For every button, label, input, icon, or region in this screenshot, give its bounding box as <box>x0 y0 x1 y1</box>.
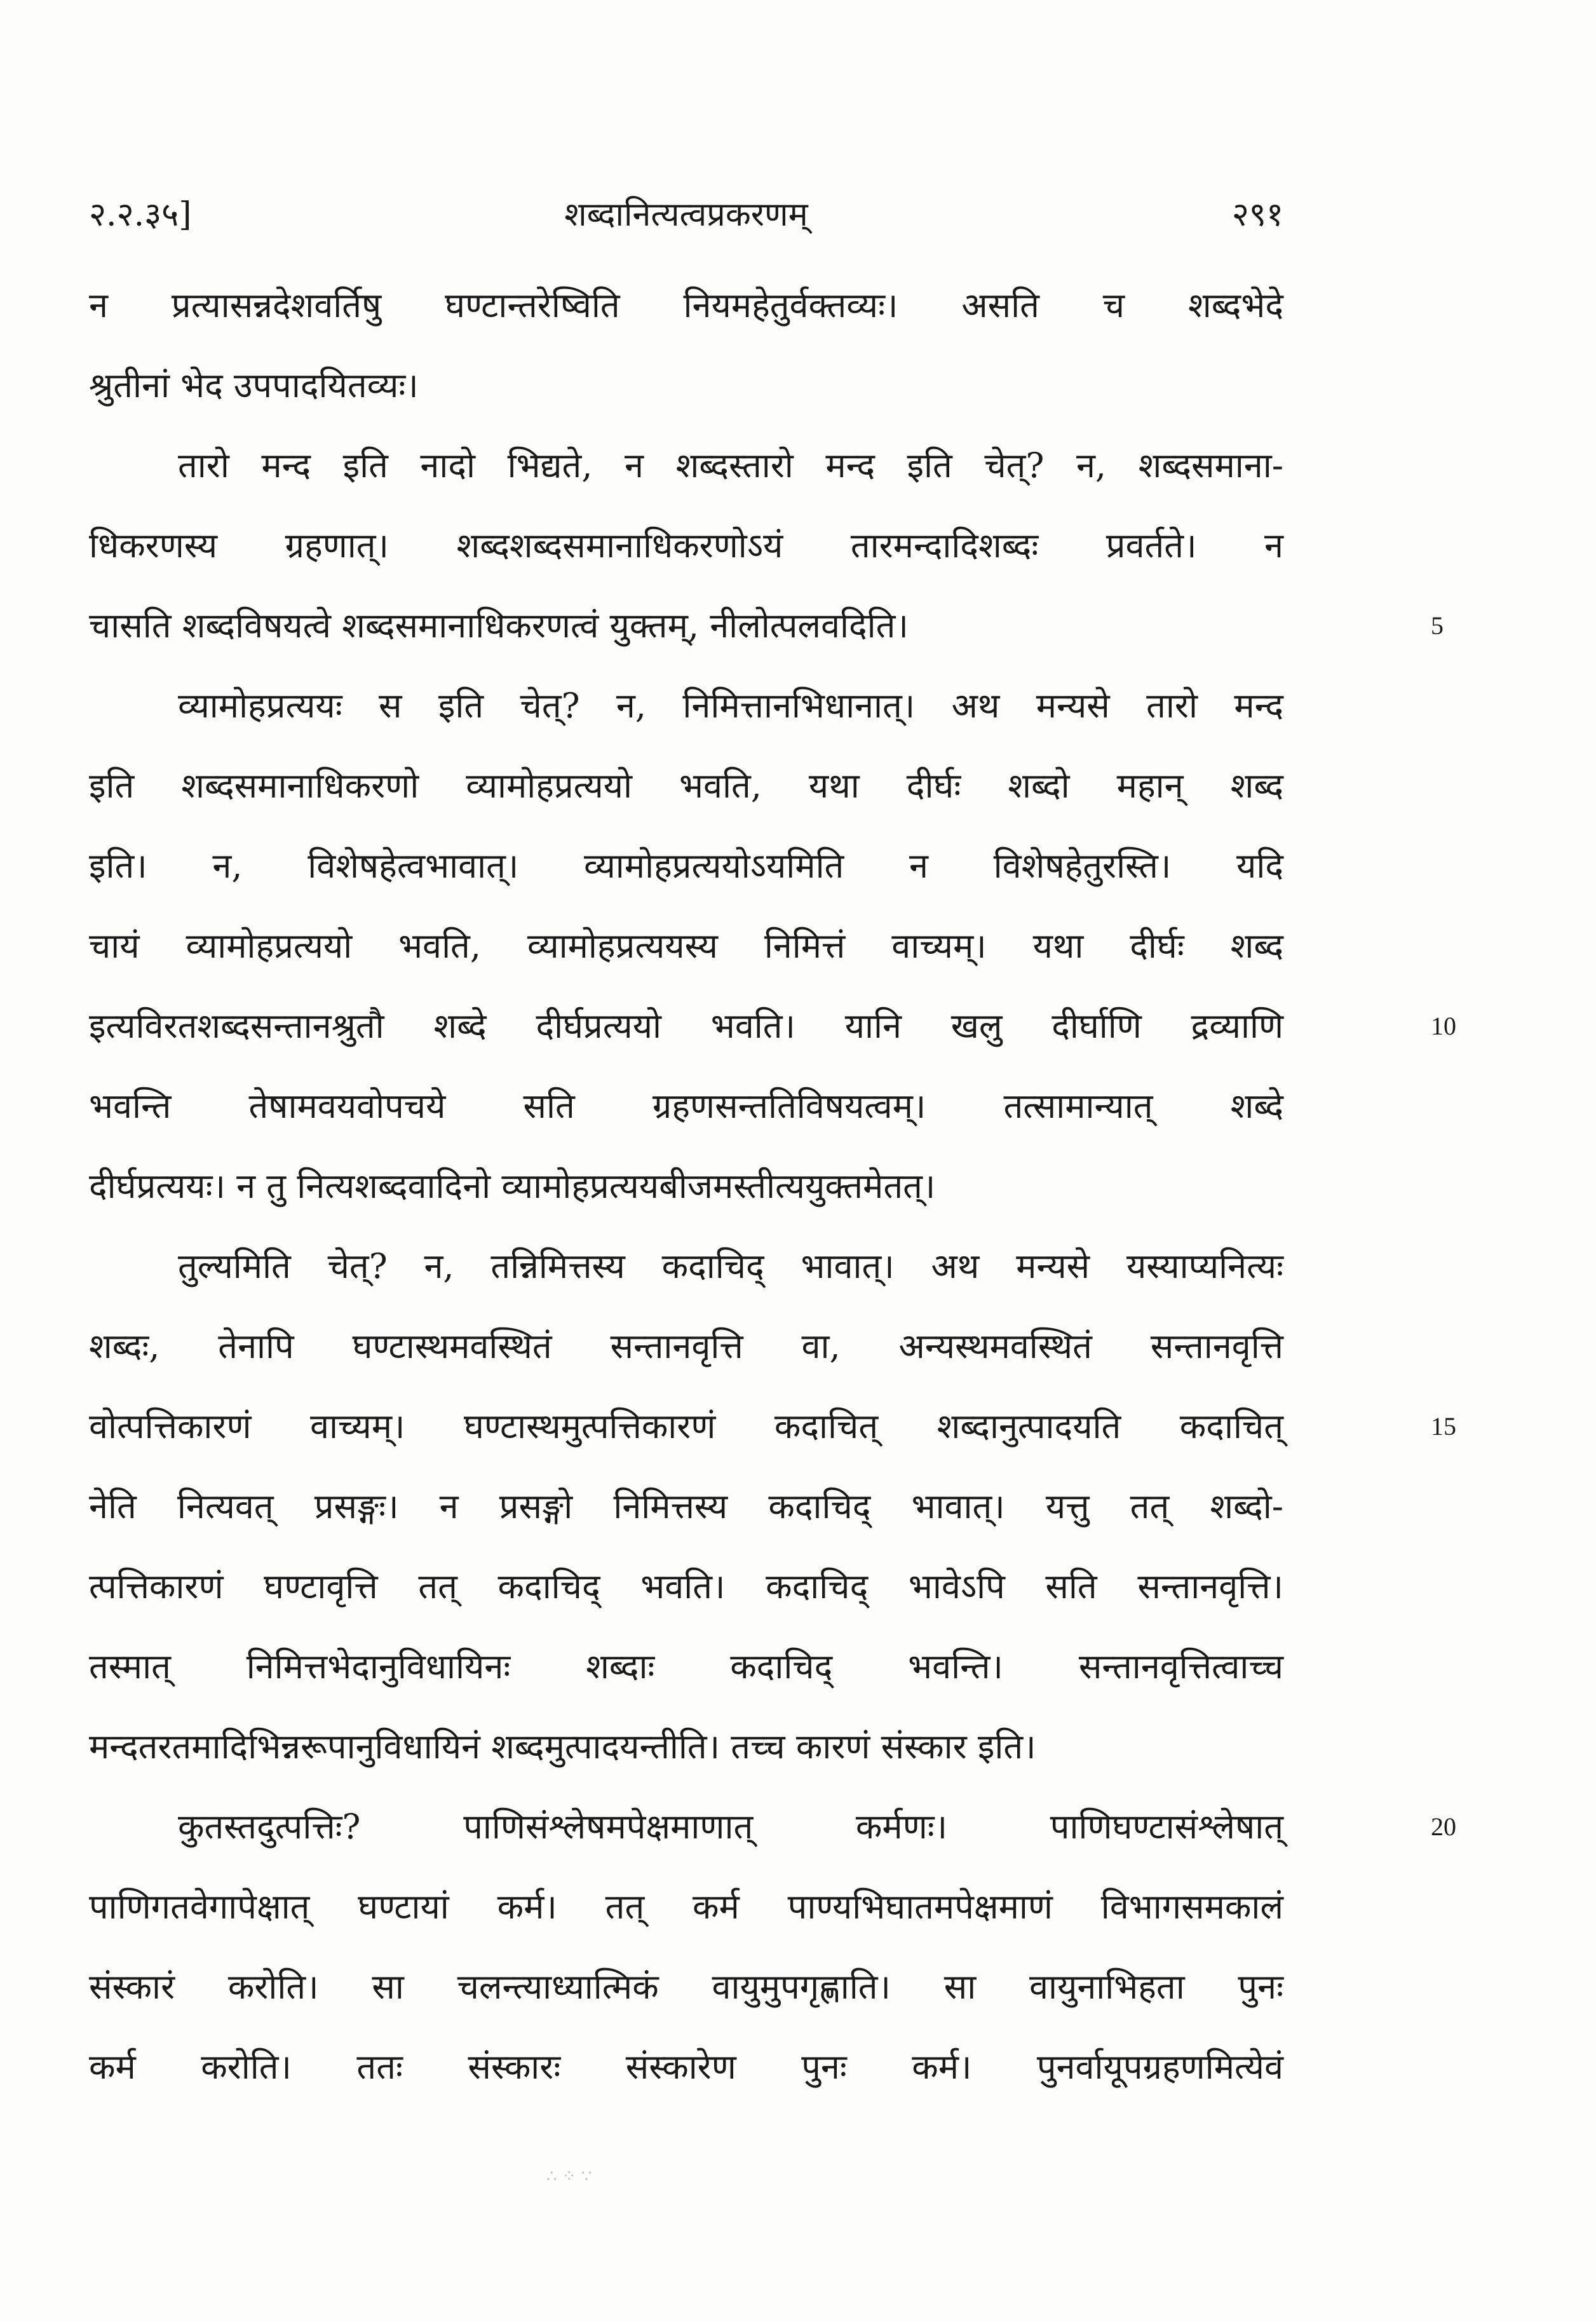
text-line: शब्दः, तेनापि घण्टास्थमवस्थितं सन्तानवृत्ति वा, अन्यस्थमवस्थितं सन्तानवृत्ति <box>89 1326 1283 1366</box>
text-line: श्रुतीनां भेद उपपादयितव्यः। <box>89 365 419 405</box>
text-line: नेति नित्यवत् प्रसङ्गः। न प्रसङ्गो निमित्तस्य कदाचिद् भावात्। यत्तु तत् शब्दो- <box>89 1486 1283 1526</box>
text-line: संस्कारं करोति। सा चलन्त्याध्यात्मिकं वायुमुपगृह्णाति। सा वायुनाभिहता पुनः <box>89 1967 1283 2007</box>
page-number: २९१ <box>1231 196 1283 234</box>
scan-smudge: ∴ ⁘ ∵ <box>546 2167 592 2186</box>
line-number: 20 <box>1431 1812 1456 1841</box>
text-line: तारो मन्द इति नादो भिद्यते, न शब्दस्तारो मन्द इति चेत्? न, शब्दसमाना- <box>178 445 1283 485</box>
line-number: 10 <box>1431 1012 1456 1040</box>
text-line: इत्यविरतशब्दसन्तानश्रुतौ शब्दे दीर्घप्रत्ययो भवति। यानि खलु दीर्घाणि द्रव्याणि <box>89 1006 1283 1046</box>
text-line: तस्मात् निमित्तभेदानुविधायिनः शब्दाः कदाचिद् भवन्ति। सन्तानवृत्तित्वाच्च <box>89 1646 1283 1687</box>
text-line: दीर्घप्रत्ययः। न तु नित्यशब्दवादिनो व्यामोहप्रत्ययबीजमस्तीत्ययुक्तमेतत्। <box>89 1166 936 1206</box>
line-number: 5 <box>1431 611 1444 640</box>
text-line: कुतस्तदुत्पत्तिः? पाणिसंश्लेषमपेक्षमाणात् कर्मणः। पाणिघण्टासंश्लेषात् <box>178 1807 1283 1847</box>
chapter-title: शब्दानित्यत्वप्रकरणम् <box>564 196 808 234</box>
text-line: पाणिगतवेगापेक्षात् घण्टायां कर्म। तत् कर्म पाण्यभिघातमपेक्षमाणं विभागसमकालं <box>89 1887 1283 1927</box>
text-line: त्पत्तिकारणं घण्टावृत्ति तत् कदाचिद् भवति। कदाचिद् भावेऽपि सति सन्तानवृत्ति। <box>89 1566 1283 1606</box>
text-line: इति। न, विशेषहेत्वभावात्। व्यामोहप्रत्ययोऽयमिति न विशेषहेतुरस्ति। यदि <box>89 846 1283 886</box>
text-line: व्यामोहप्रत्ययः स इति चेत्? न, निमित्तानभिधानात्। अथ मन्यसे तारो मन्द <box>178 686 1283 726</box>
text-line: चासति शब्दविषयत्वे शब्दसमानाधिकरणत्वं युक्तम्, नीलोत्पलवदिति। <box>89 606 909 646</box>
text-line: धिकरणस्य ग्रहणात्। शब्दशब्दसमानाधिकरणोऽयं तारमन्दादिशब्दः प्रवर्तते। न <box>89 526 1283 566</box>
text-line: चायं व्यामोहप्रत्ययो भवति, व्यामोहप्रत्ययस्य निमित्तं वाच्यम्। यथा दीर्घः शब्द <box>89 926 1283 966</box>
text-line: इति शब्दसमानाधिकरणो व्यामोहप्रत्ययो भवति, यथा दीर्घः शब्दो महान् शब्द <box>89 766 1283 806</box>
section-reference: २.२.३५] <box>89 196 192 234</box>
text-line: भवन्ति तेषामवयवोपचये सति ग्रहणसन्ततिविषयत्वम्। तत्सामान्यात् शब्दे <box>89 1086 1283 1126</box>
body-text <box>89 266 1456 2107</box>
text-line: वोत्पत्तिकारणं वाच्यम्। घण्टास्थमुत्पत्तिकारणं कदाचित् शब्दानुत्पादयति कदाचित् <box>89 1406 1283 1446</box>
text-line: तुल्यमिति चेत्? न, तन्निमित्तस्य कदाचिद् भावात्। अथ मन्यसे यस्याप्यनित्यः <box>178 1246 1283 1286</box>
text-line: न प्रत्यासन्नदेशवर्तिषु घण्टान्तरेष्विति नियमहेतुर्वक्तव्यः। असति च शब्दभेदे <box>89 285 1283 325</box>
text-line: मन्दतरतमादिभिन्नरूपानुविधायिनं शब्दमुत्पादयन्तीति। तच्च कारणं संस्कार इति। <box>89 1727 1036 1767</box>
text-line: कर्म करोति। ततः संस्कारः संस्कारेण पुनः कर्म। पुनर्वायूपग्रहणमित्येवं <box>89 2047 1283 2087</box>
running-header <box>89 191 1283 241</box>
line-number: 15 <box>1431 1412 1456 1441</box>
